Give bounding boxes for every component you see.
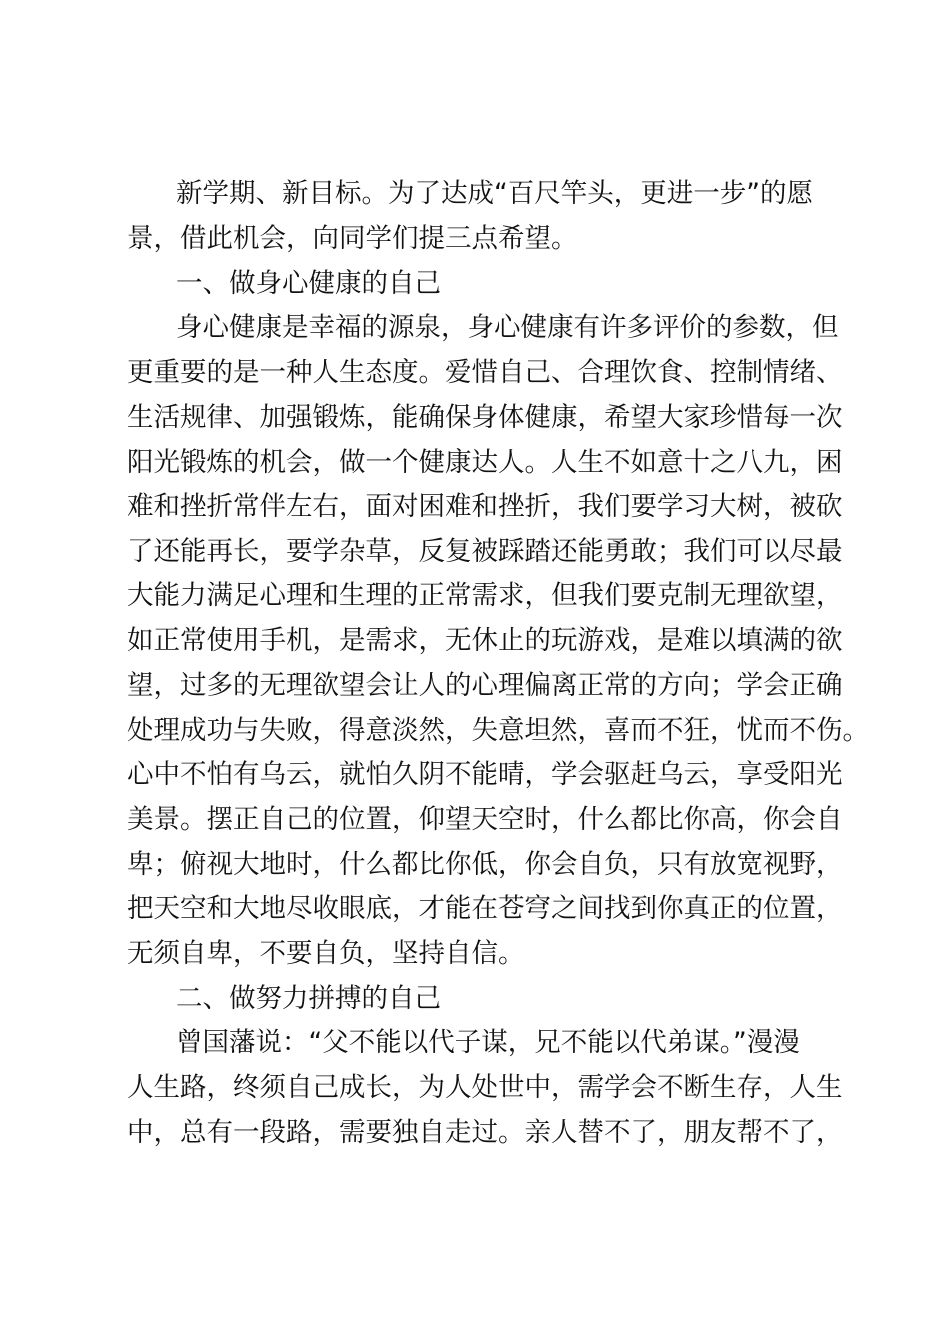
- paragraph-2-line-13: 卑；俯视大地时，什么都比你低，你会自负，只有放宽视野，: [127, 849, 843, 880]
- paragraph-2-line-1: 身心健康是幸福的源泉，身心健康有许多评价的参数，但: [176, 312, 839, 343]
- paragraph-2-line-12: 美景。摆正自己的位置，仰望天空时，什么都比你高，你会自: [127, 804, 843, 835]
- paragraph-2-line-10: 处理成功与失败，得意淡然，失意坦然，喜而不狂，忧而不伤。: [127, 715, 869, 746]
- paragraph-2-line-15: 无须自卑，不要自负，坚持自信。: [127, 938, 525, 969]
- paragraph-3-line-1: 曾国藩说：“父不能以代子谋，兄不能以代弟谋。”漫漫: [176, 1027, 800, 1058]
- paragraph-2-line-9: 望，过多的无理欲望会让人的心理偏离正常的方向；学会正确: [127, 670, 843, 701]
- paragraph-3-line-3: 中，总有一段路，需要独自走过。亲人替不了，朋友帮不了，: [127, 1117, 843, 1148]
- paragraph-2-line-5: 难和挫折常伴左右，面对困难和挫折，我们要学习大树，被砍: [127, 491, 843, 522]
- paragraph-2-line-7: 大能力满足心理和生理的正常需求，但我们要克制无理欲望，: [127, 580, 843, 611]
- paragraph-2-line-3: 生活规律、加强锻炼，能确保身体健康，希望大家珍惜每一次: [127, 402, 843, 433]
- paragraph-2-line-4: 阳光锻炼的机会，做一个健康达人。人生不如意十之八九，困: [127, 447, 843, 478]
- paragraph-2-line-8: 如正常使用手机，是需求，无休止的玩游戏，是难以填满的欲: [127, 625, 843, 656]
- paragraph-2-line-11: 心中不怕有乌云，就怕久阴不能晴，学会驱赶乌云，享受阳光: [127, 759, 843, 790]
- paragraph-1-line-1: 新学期、新目标。为了达成“百尺竿头，更进一步”的愿: [176, 178, 813, 209]
- heading-section-1: 一、做身心健康的自己: [176, 268, 441, 299]
- paragraph-1-line-2: 景，借此机会，向同学们提三点希望。: [127, 223, 578, 254]
- paragraph-2-line-14: 把天空和大地尽收眼底，才能在苍穹之间找到你真正的位置，: [127, 893, 843, 924]
- heading-section-2: 二、做努力拼搏的自己: [176, 983, 441, 1014]
- paragraph-2-line-6: 了还能再长，要学杂草，反复被踩踏还能勇敢；我们可以尽最: [127, 536, 843, 567]
- paragraph-2-line-2: 更重要的是一种人生态度。爱惜自己、合理饮食、控制情绪、: [127, 357, 843, 388]
- paragraph-3-line-2: 人生路，终须自己成长，为人处世中，需学会不断生存，人生: [127, 1072, 843, 1103]
